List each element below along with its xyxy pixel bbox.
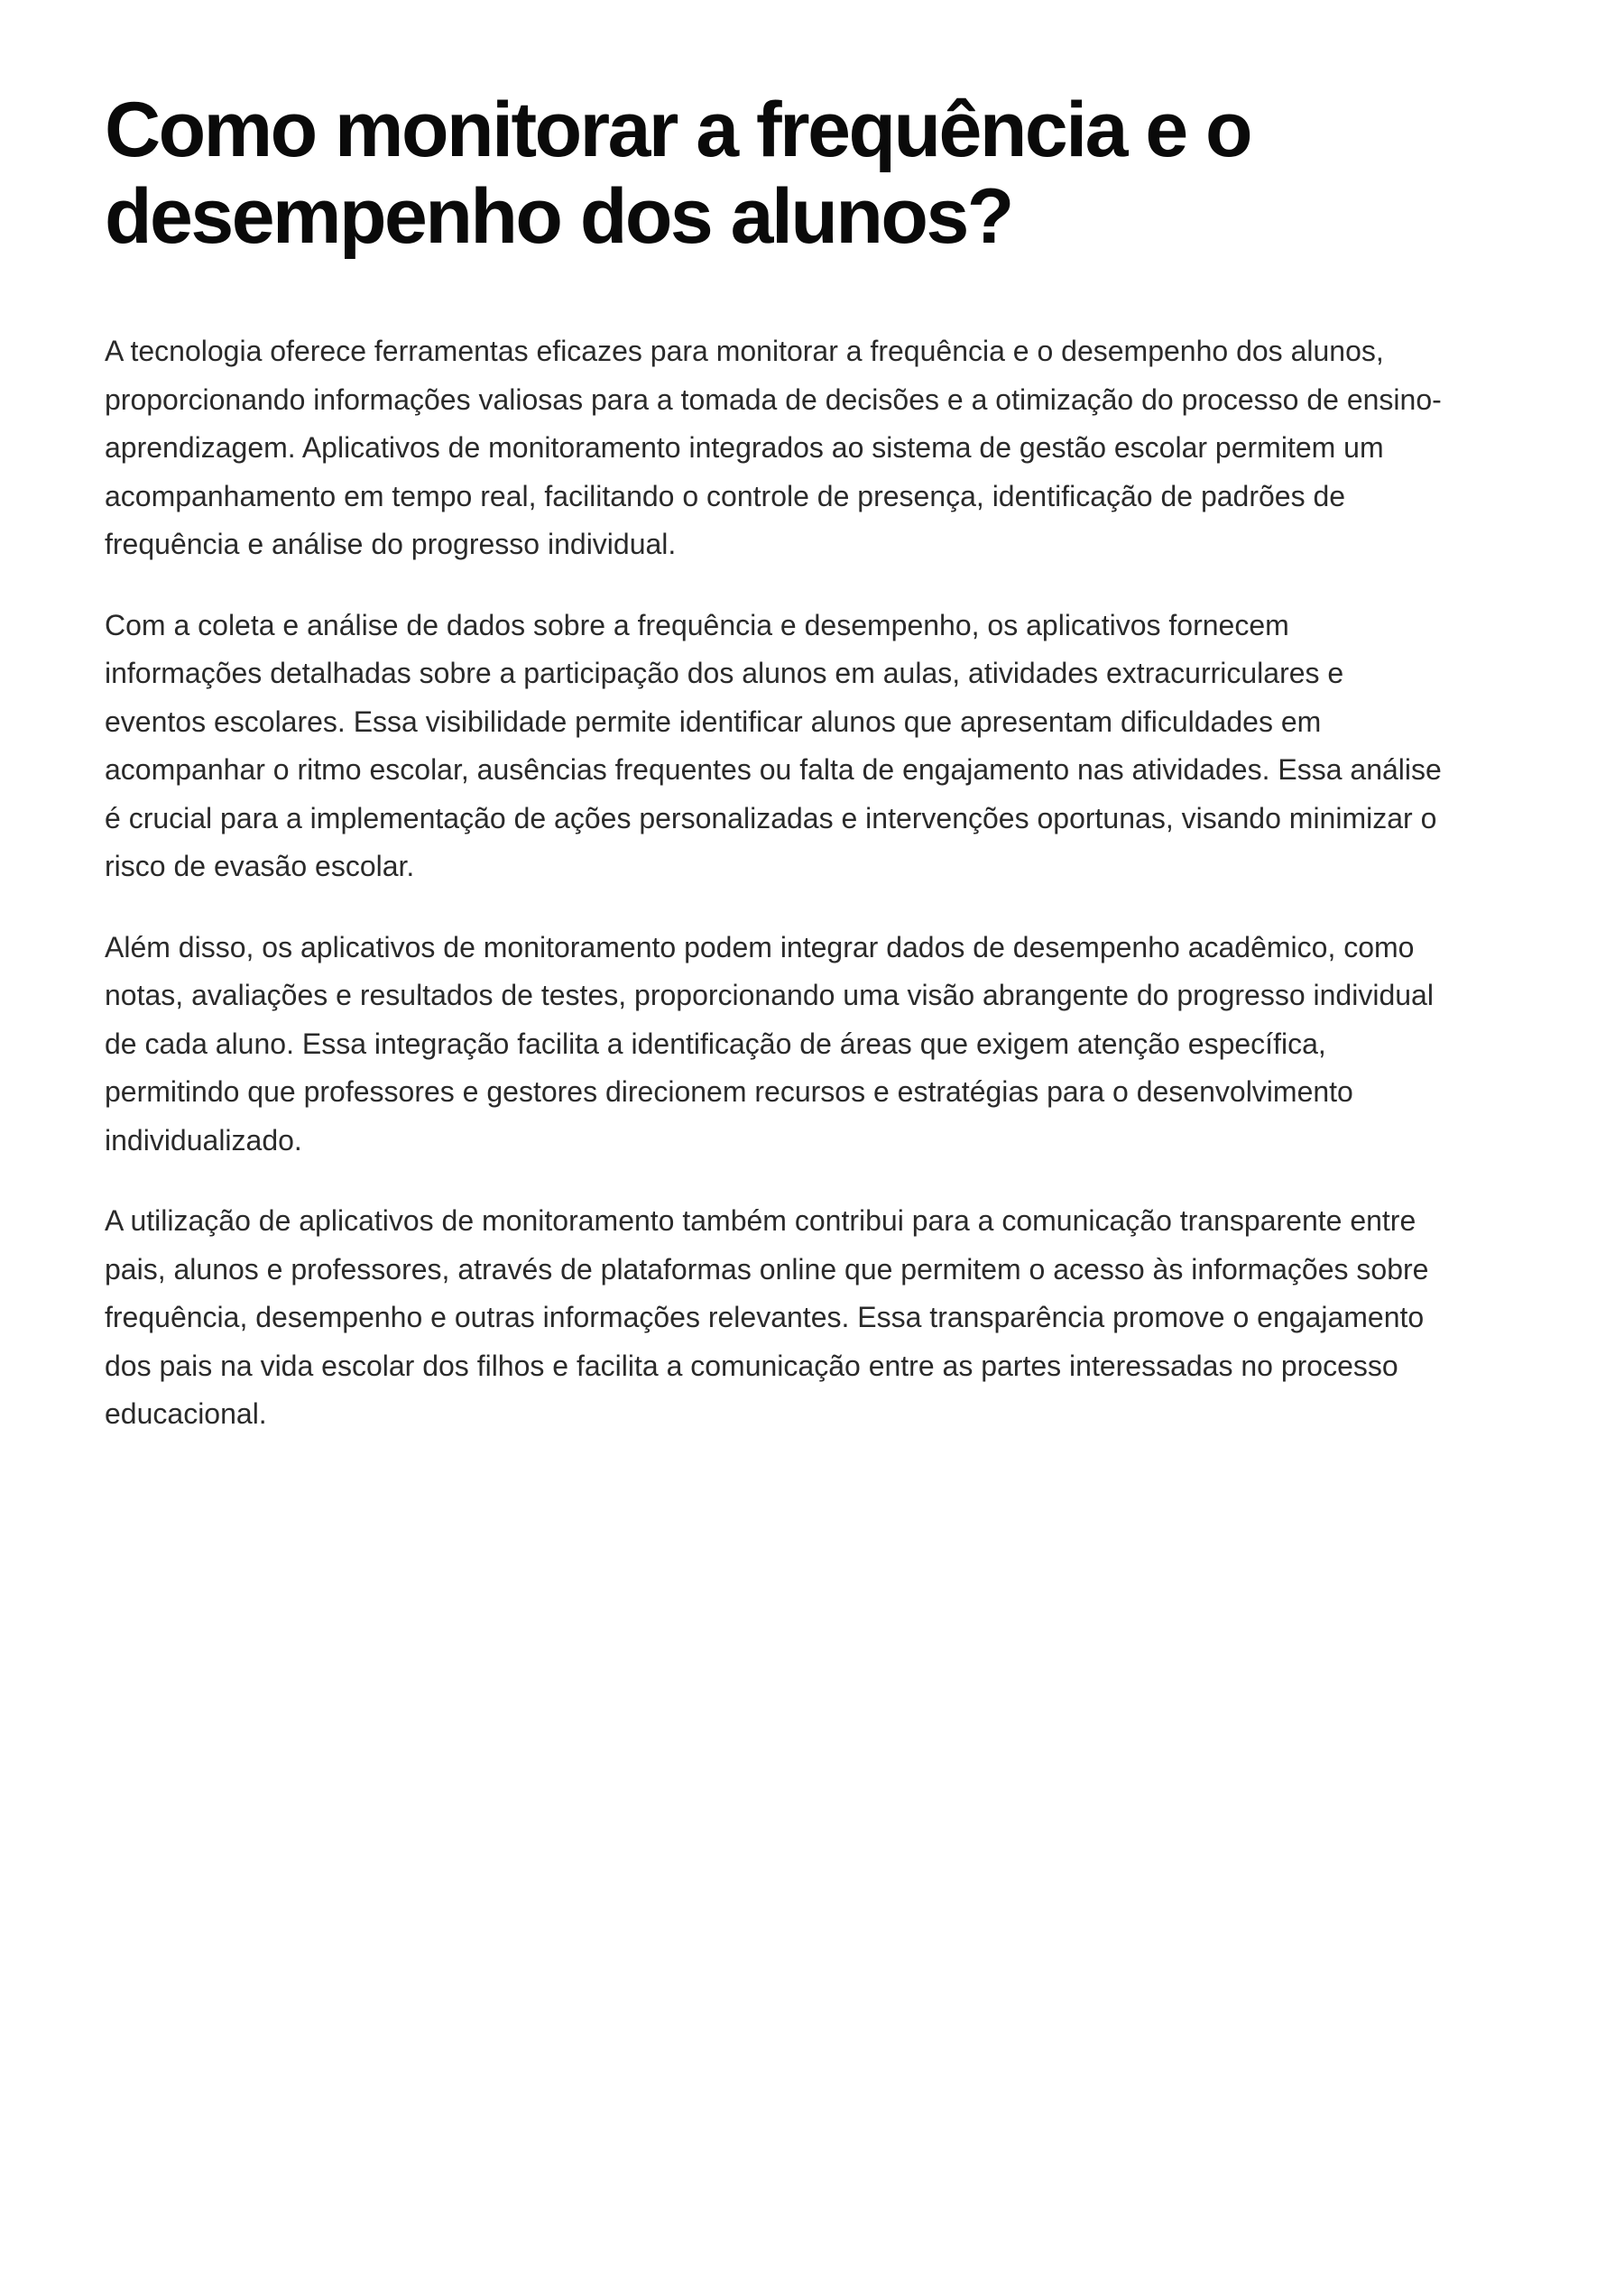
paragraph [105,1197,1534,1439]
paragraph-line: Além disso, os aplicativos de monitoramento podem integrar dados de desempenho acadêmico, como [105,930,1415,963]
paragraph-line: Com a coleta e análise de dados sobre a frequência e desempenho, os aplicativos fornecem [105,608,1289,641]
paragraph-line: pais, alunos e professores, através de plataformas online que permitem o acesso às informações sobre [105,1252,1429,1286]
paragraph-line: informações detalhadas sobre a participação dos alunos em aulas, atividades extracurriculares e [105,657,1344,689]
paragraph-line: frequência e análise do progresso individual. [105,528,677,560]
paragraph-line: individualizado. [105,1123,302,1157]
paragraph-line: de cada aluno. Essa integração facilita a identificação de áreas que exigem atenção específica, [105,1027,1326,1060]
page-title-line: desempenho dos alunos? [105,173,1012,260]
paragraph-line: frequência, desempenho e outras informações relevantes. Essa transparência promove o engajamento [105,1301,1425,1333]
paragraph-line: notas, avaliações e resultados de testes, proporcionando uma visão abrangente do progresso individual [105,979,1434,1011]
document-page [105,87,1534,1471]
paragraph-line: A utilização de aplicativos de monitoramento também contribui para a comunicação transparente entre [105,1204,1416,1237]
paragraph-line: permitindo que professores e gestores direcionem recursos e estratégias para o desenvolvimento [105,1075,1353,1108]
paragraph-line: é crucial para a implementação de ações personalizadas e intervenções oportunas, visando minimizar o [105,801,1437,834]
paragraph-line: acompanhamento em tempo real, facilitando o controle de presença, identificação de padrões de [105,479,1346,512]
paragraph-line: proporcionando informações valiosas para a tomada de decisões e a otimização do processo de ensino- [105,382,1442,416]
paragraph-line: A tecnologia oferece ferramentas eficazes para monitorar a frequência e o desempenho dos alunos, [105,335,1384,367]
document-body [105,327,1534,1439]
paragraph-line: risco de evasão escolar. [105,850,415,882]
page-title [105,87,1512,260]
paragraph-line: educacional. [105,1397,267,1430]
paragraph-line: eventos escolares. Essa visibilidade permite identificar alunos que apresentam dificuldades em [105,705,1322,738]
paragraph-line: dos pais na vida escolar dos filhos e facilita a comunicação entre as partes interessadas no processo [105,1349,1398,1382]
page-title-line: Como monitorar a frequência e o [105,87,1251,173]
paragraph [105,327,1534,569]
paragraph [105,602,1534,891]
paragraph [105,924,1534,1166]
paragraph-line: acompanhar o ritmo escolar, ausências frequentes ou falta de engajamento nas atividades. Essa análise [105,753,1442,786]
paragraph-line: aprendizagem. Aplicativos de monitoramento integrados ao sistema de gestão escolar permitem um [105,431,1384,464]
